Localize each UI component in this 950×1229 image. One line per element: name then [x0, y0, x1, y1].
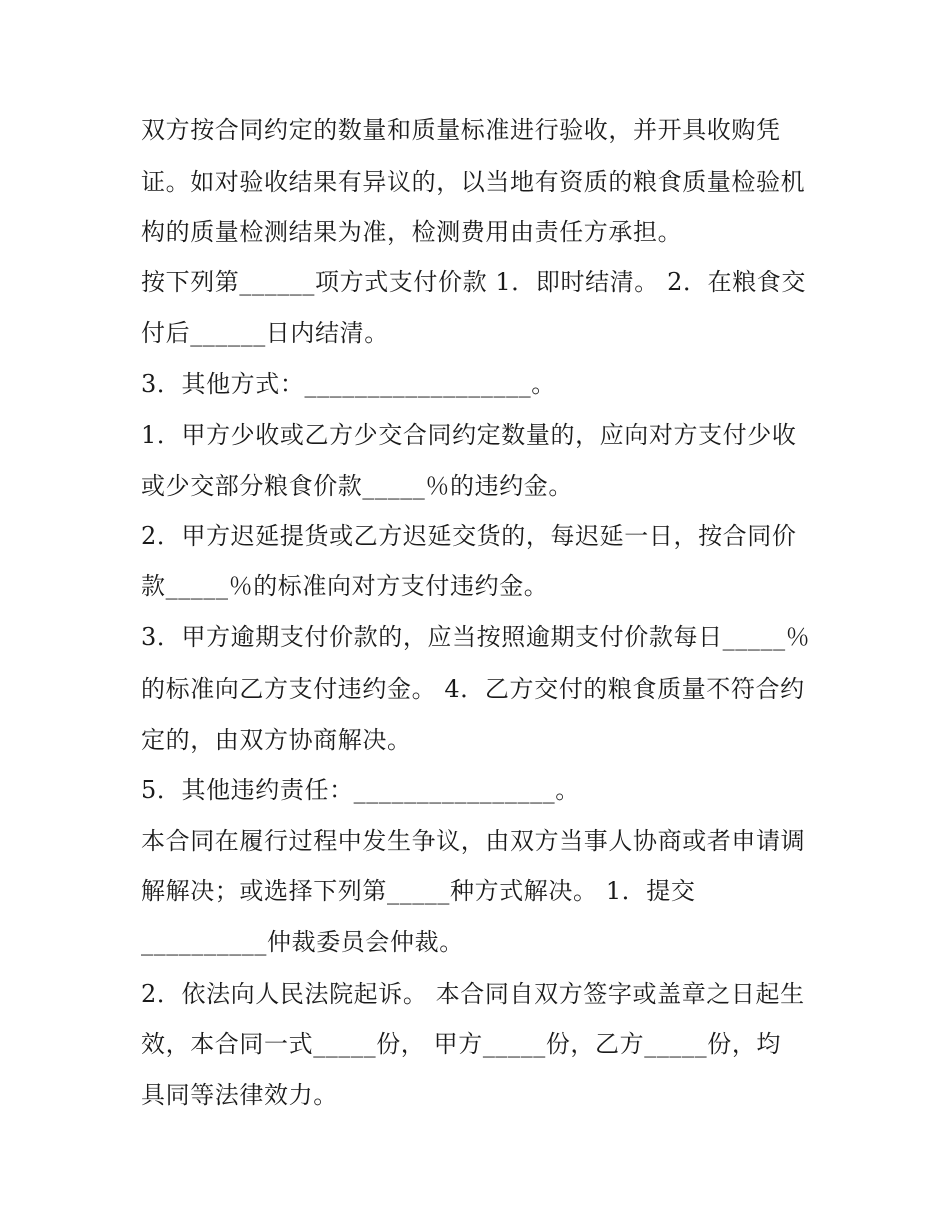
text-line: 证。如对验收结果有异议的，以当地有资质的粮食质量检验机	[141, 168, 806, 196]
text-line: 3．其他方式：__________________。	[141, 370, 556, 398]
text-line: 效，本合同一式_____份， 甲方_____份，乙方_____份，均	[141, 1030, 782, 1058]
text-line: 本合同在履行过程中发生争议，由双方当事人协商或者申请调	[141, 827, 806, 855]
text-line: 2．甲方迟延提货或乙方迟延交货的，每迟延一日，按合同价	[141, 522, 797, 550]
text-line: 付后______日内结清。	[141, 319, 389, 347]
text-line: 具同等法律效力。	[141, 1081, 338, 1109]
text-line: 的标准向乙方支付违约金。 4．乙方交付的粮食质量不符合约	[141, 675, 805, 703]
text-line: 5．其他违约责任：________________。	[141, 776, 580, 804]
text-line: 款_____％的标准向对方支付违约金。	[141, 572, 549, 600]
text-line: __________仲裁委员会仲裁。	[141, 928, 464, 956]
text-line: 3．甲方逾期支付价款的，应当按照逾期支付价款每日_____％	[141, 623, 811, 651]
text-line: 构的质量检测结果为准，检测费用由责任方承担。	[141, 218, 683, 246]
text-line: 定的，由双方协商解决。	[141, 726, 412, 754]
text-line: 解解决；或选择下列第_____种方式解决。 1．提交	[141, 877, 696, 905]
text-line: 或少交部分粮食价款_____％的违约金。	[141, 472, 573, 500]
text-line: 2．依法向人民法院起诉。 本合同自双方签字或盖章之日起生	[141, 980, 805, 1008]
text-line: 1．甲方少收或乙方少交合同约定数量的，应向对方支付少收	[141, 421, 797, 449]
text-line: 按下列第______项方式支付价款 1．即时结清。 2．在粮食交	[141, 268, 806, 296]
text-line: 双方按合同约定的数量和质量标准进行验收，并开具收购凭	[141, 116, 781, 144]
